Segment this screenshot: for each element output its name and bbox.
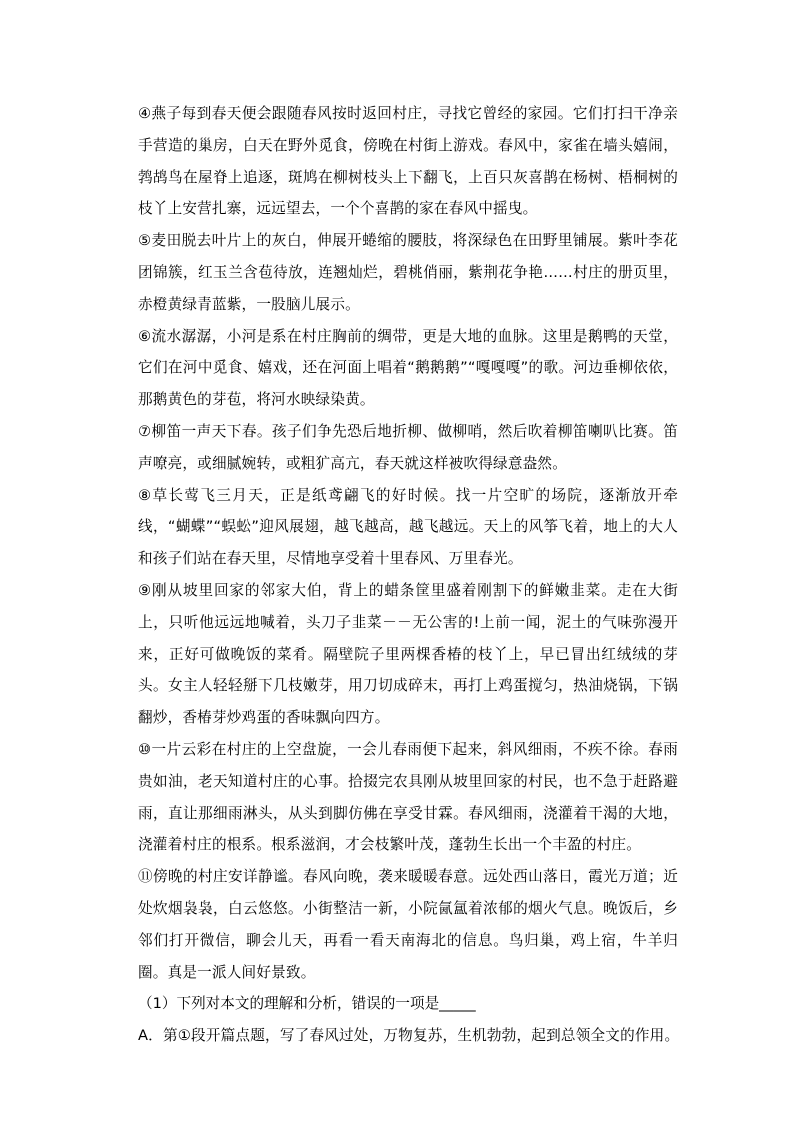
paragraph-5: ⑤麦田脱去叶片上的灰白，伸展开蜷缩的腰肢，将深绿色在田野里铺展。紫叶李花团锦簇，红玉兰含苞待放，连翘灿烂，碧桃俏丽，紫荆花争艳……村庄的册页里，赤橙黄绿青蓝紫，一股脑儿展示。 xyxy=(138,232,678,313)
paragraph-4: ④燕子每到春天便会跟随春风按时返回村庄，寻找它曾经的家园。它们打扫干净亲手营造的巢房，白天在野外觅食，傍晚在村街上游戏。春风中，家雀在墙头嬉闹，鹁鸪鸟在屋脊上追逐，斑鸠在柳树枝头上下翻飞，上百只灰喜鹊在杨树、梧桐树的枝丫上安营扎寨，远远望去，一个个喜鹊的家在春风中摇曳。 xyxy=(138,105,678,218)
passage-content xyxy=(138,98,678,1052)
question-1 xyxy=(138,988,678,1020)
answer-blank: _____ xyxy=(439,995,476,1013)
paragraph-10: ⑩一片云彩在村庄的上空盘旋，一会儿春雨便下起来，斜风细雨，不疾不徐。春雨贵如油，老天知道村庄的心事。拾掇完农具刚从坡里回家的村民，也不急于赶路避雨，直让那细雨淋头，从头到脚仿佛在享受甘霖。春风细雨，浇灌着干渴的大地，浇灌着村庄的根系。根系滋润，才会枝繁叶茂，蓬勃生长出一个丰盈的村庄。 xyxy=(138,740,678,854)
paragraph-7: ⑦柳笛一声天下春。孩子们争先恐后地折柳、做柳哨，然后吹着柳笛喇叭比赛。笛声嘹亮，或细腻婉转，或粗犷高亢，春天就这样被吹得绿意盎然。 xyxy=(138,422,678,472)
paragraph-11: ⑪傍晚的村庄安详静谧。春风向晚，袭来暖暖春意。远处西山落日，霞光万道；近处炊烟袅袅，白云悠悠。小街整洁一新，小院氤氲着浓郁的烟火气息。晚饭后，乡邻们打开微信，聊会儿天，再看一看天南海北的信息。鸟归巢，鸡上宿，牛羊归圈。真是一派人间好景致。 xyxy=(138,868,678,981)
paragraph-9: ⑨刚从坡里回家的邻家大伯，背上的蜡条筐里盛着刚割下的鲜嫩韭菜。走在大街上，只听他远远地喊着，头刀子韭菜－－无公害的!上前一闻，泥土的气味弥漫开来，正好可做晚饭的菜肴。隔壁院子里两棵香椿的枝丫上，早已冒出红绒绒的芽头。女主人轻轻掰下几枝嫩芽，用刀切成碎末，再打上鸡蛋搅匀，热油烧锅，下锅翻炒，香椿芽炒鸡蛋的香味飘向四方。 xyxy=(138,581,678,727)
paragraph-6: ⑥流水潺潺，小河是系在村庄胸前的绸带，更是大地的血脉。这里是鹅鸭的天堂，它们在河中觅食、嬉戏，还在河面上唱着“鹅鹅鹅”“嘎嘎嘎”的歌。河边垂柳依依，那鹅黄色的芽苞，将河水映绿染黄。 xyxy=(138,327,678,409)
option-a: A．第①段开篇点题，写了春风过处，万物复苏，生机勃勃，起到总领全文的作用。 xyxy=(138,1027,680,1045)
paragraph-8: ⑧草长莺飞三月天，正是纸鸢翩飞的好时候。找一片空旷的场院，逐渐放开牵线，“蝴蝶”“蜈蚣”迎风展翅，越飞越高，越飞越远。天上的风筝飞着，地上的大人和孩子们站在春天里，尽情地享受着十里春风、万里春光。 xyxy=(138,486,678,568)
question-text: （1）下列对本文的理解和分析，错误的一项是 xyxy=(138,995,440,1013)
